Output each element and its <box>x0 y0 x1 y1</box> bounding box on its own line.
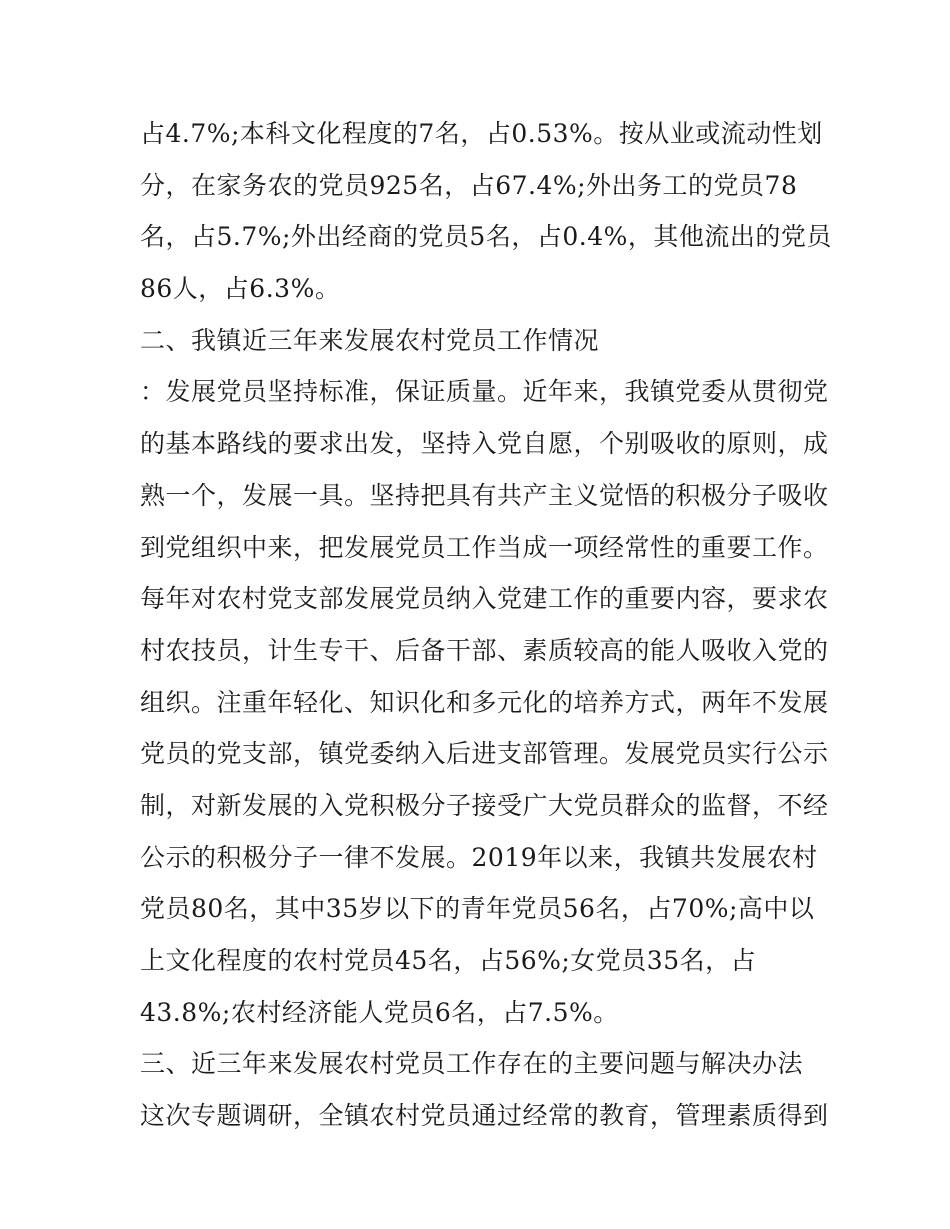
text-line: 党员80名，其中35岁以下的青年党员56名，占70%;高中以 <box>140 894 815 924</box>
text-line: ：发展党员坚持标准，保证质量。近年来，我镇党委从贯彻党 <box>140 377 829 407</box>
section-heading: 二、我镇近三年来发展农村党员工作情况 <box>140 325 600 355</box>
document-body <box>140 110 832 1144</box>
text-line: 43.8%;农村经济能人党员6名，占7.5%。 <box>140 997 619 1027</box>
text-line: 名，占5.7%;外出经商的党员5名，占0.4%，其他流出的党员 <box>140 222 832 252</box>
text-line: 村农技员，计生专干、后备干部、素质较高的能人吸收入党的 <box>140 635 829 665</box>
text-line: 熟一个，发展一具。坚持把具有共产主义觉悟的积极分子吸收 <box>140 480 829 510</box>
text-line: 这次专题调研，全镇农村党员通过经常的教育，管理素质得到 <box>140 1101 829 1131</box>
section-heading: 三、近三年来发展农村党员工作存在的主要问题与解决办法 <box>140 1049 804 1079</box>
text-line: 分，在家务农的党员925名，占67.4%;外出务工的党员78 <box>140 170 798 200</box>
text-line: 占4.7%;本科文化程度的7名，占0.53%。按从业或流动性划 <box>140 119 823 148</box>
text-line: 组织。注重年轻化、知识化和多元化的培养方式，两年不发展 <box>140 687 829 717</box>
text-line: 党员的党支部，镇党委纳入后进支部管理。发展党员实行公示 <box>140 739 829 769</box>
text-line: 的基本路线的要求出发，坚持入党自愿，个别吸收的原则，成 <box>140 429 829 459</box>
text-line: 到党组织中来，把发展党员工作当成一项经常性的重要工作。 <box>140 532 829 562</box>
text-line: 每年对农村党支部发展党员纳入党建工作的重要内容，要求农 <box>140 584 829 614</box>
text-line: 上文化程度的农村党员45名，占56%;女党员35名，占 <box>140 946 757 975</box>
text-line: 制，对新发展的入党积极分子接受广大党员群众的监督，不经 <box>140 790 829 820</box>
text-line: 公示的积极分子一律不发展。2019年以来，我镇共发展农村 <box>140 842 818 872</box>
text-line: 86人，占6.3%。 <box>140 274 341 304</box>
